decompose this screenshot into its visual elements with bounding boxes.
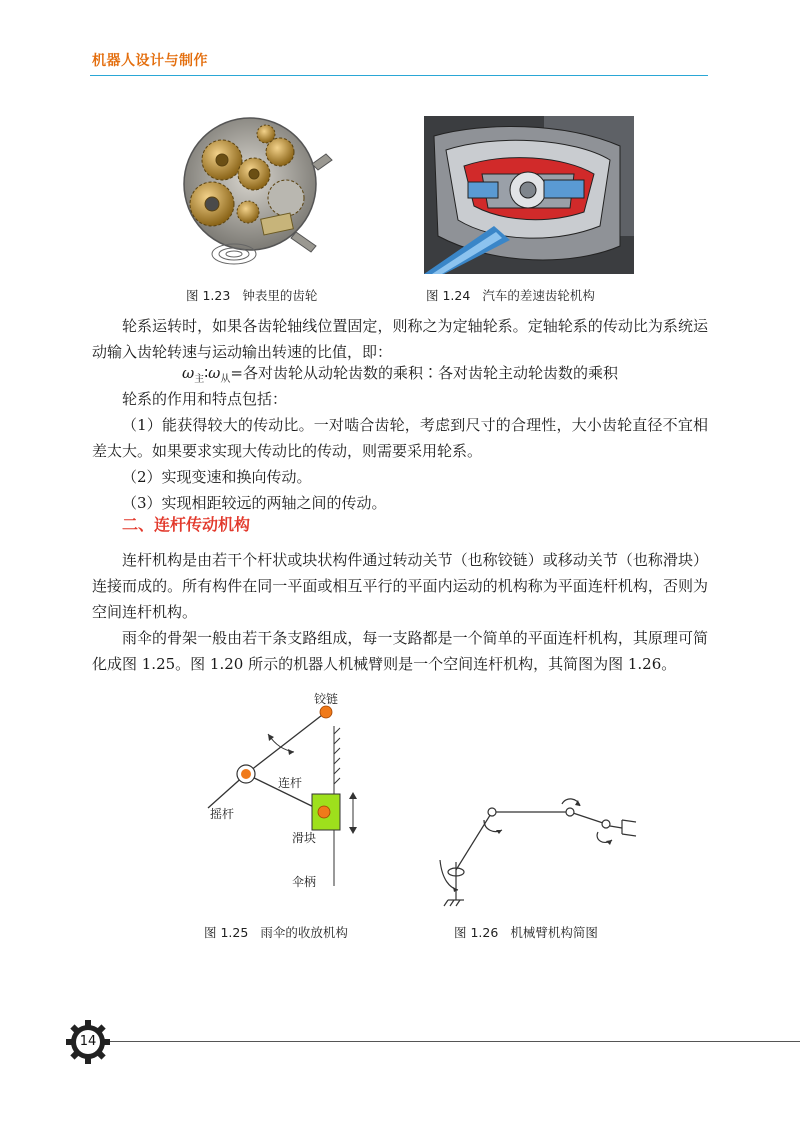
figure-1-23-caption [186, 286, 317, 304]
figure-title: 雨伞的收放机构 [260, 925, 348, 940]
list-item: （1）能获得较大的传动比。一对啮合齿轮，考虑到尺寸的合理性，大小齿轮直径不宜相差太大。如果要求实现大传动比的传动，则需要采用轮系。 [92, 416, 708, 460]
label-link: 连杆 [278, 776, 303, 790]
label-rocker: 摇杆 [210, 807, 235, 821]
clock-gears-image [162, 112, 338, 272]
figure-number: 图 1.25 [204, 925, 249, 940]
page-number: 14 [79, 1034, 97, 1049]
label-hinge: 铰链 [314, 692, 339, 706]
subscript-follower: 从 [220, 374, 231, 385]
paragraph-fixed-axis-gear-train: 轮系运转时，如果各齿轮轴线位置固定，则称之为定轴轮系。定轴轮系的传动比为系统运动输入齿轮转速与运动输出转速的比值，即： [92, 317, 708, 361]
figure-number: 图 1.23 [186, 288, 231, 303]
figure-number: 图 1.26 [454, 925, 499, 940]
figure-1-24-caption [426, 286, 595, 304]
list-item: （2）实现变速和换向传动。 [122, 468, 312, 486]
paragraph-umbrella-example: 雨伞的骨架一般由若干条支路组成，每一支路都是一个简单的平面连杆机构，其原理可简化成图 1.25。图 1.20 所示的机器人机械臂则是一个空间连杆机构，其简图为图 1.26。 [92, 629, 708, 673]
footer-rule [100, 1041, 800, 1042]
list-item: （3）实现相距较远的两轴之间的传动。 [122, 494, 387, 512]
umbrella-mechanism-diagram [190, 690, 390, 910]
label-slider: 滑块 [292, 831, 317, 845]
figure-title: 钟表里的齿轮 [242, 288, 318, 303]
figure-number: 图 1.24 [426, 288, 471, 303]
paragraph-gear-train-features: 轮系的作用和特点包括： [122, 390, 288, 408]
label-handle: 伞柄 [292, 875, 317, 889]
figure-1-25-caption [204, 923, 348, 941]
paragraph-linkage-definition: 连杆机构是由若干个杆状或块状构件通过转动关节（也称铰链）或移动关节（也称滑块）连接而成的。所有构件在同一平面或相互平行的平面内运动的机构称为平面连杆机构，否则为空间连杆机构。 [92, 551, 708, 621]
figure-1-26-caption [454, 923, 598, 941]
book-title: 机器人设计与制作 [92, 53, 208, 69]
figure-title: 机械臂机构简图 [510, 925, 598, 940]
ratio-colon: ∶ [204, 364, 209, 382]
omega-symbol: ω [208, 364, 221, 382]
omega-symbol: ω [182, 364, 195, 382]
figure-title: 汽车的差速齿轮机构 [482, 288, 595, 303]
formula-rhs: =各对齿轮从动轮齿数的乘积∶各对齿轮主动轮齿数的乘积 [230, 364, 618, 382]
header-rule [90, 75, 708, 76]
robot-arm-schematic [436, 790, 646, 910]
section-heading: 二、连杆传动机构 [122, 515, 251, 534]
differential-gear-image [424, 116, 634, 274]
subscript-main: 主 [194, 374, 205, 385]
